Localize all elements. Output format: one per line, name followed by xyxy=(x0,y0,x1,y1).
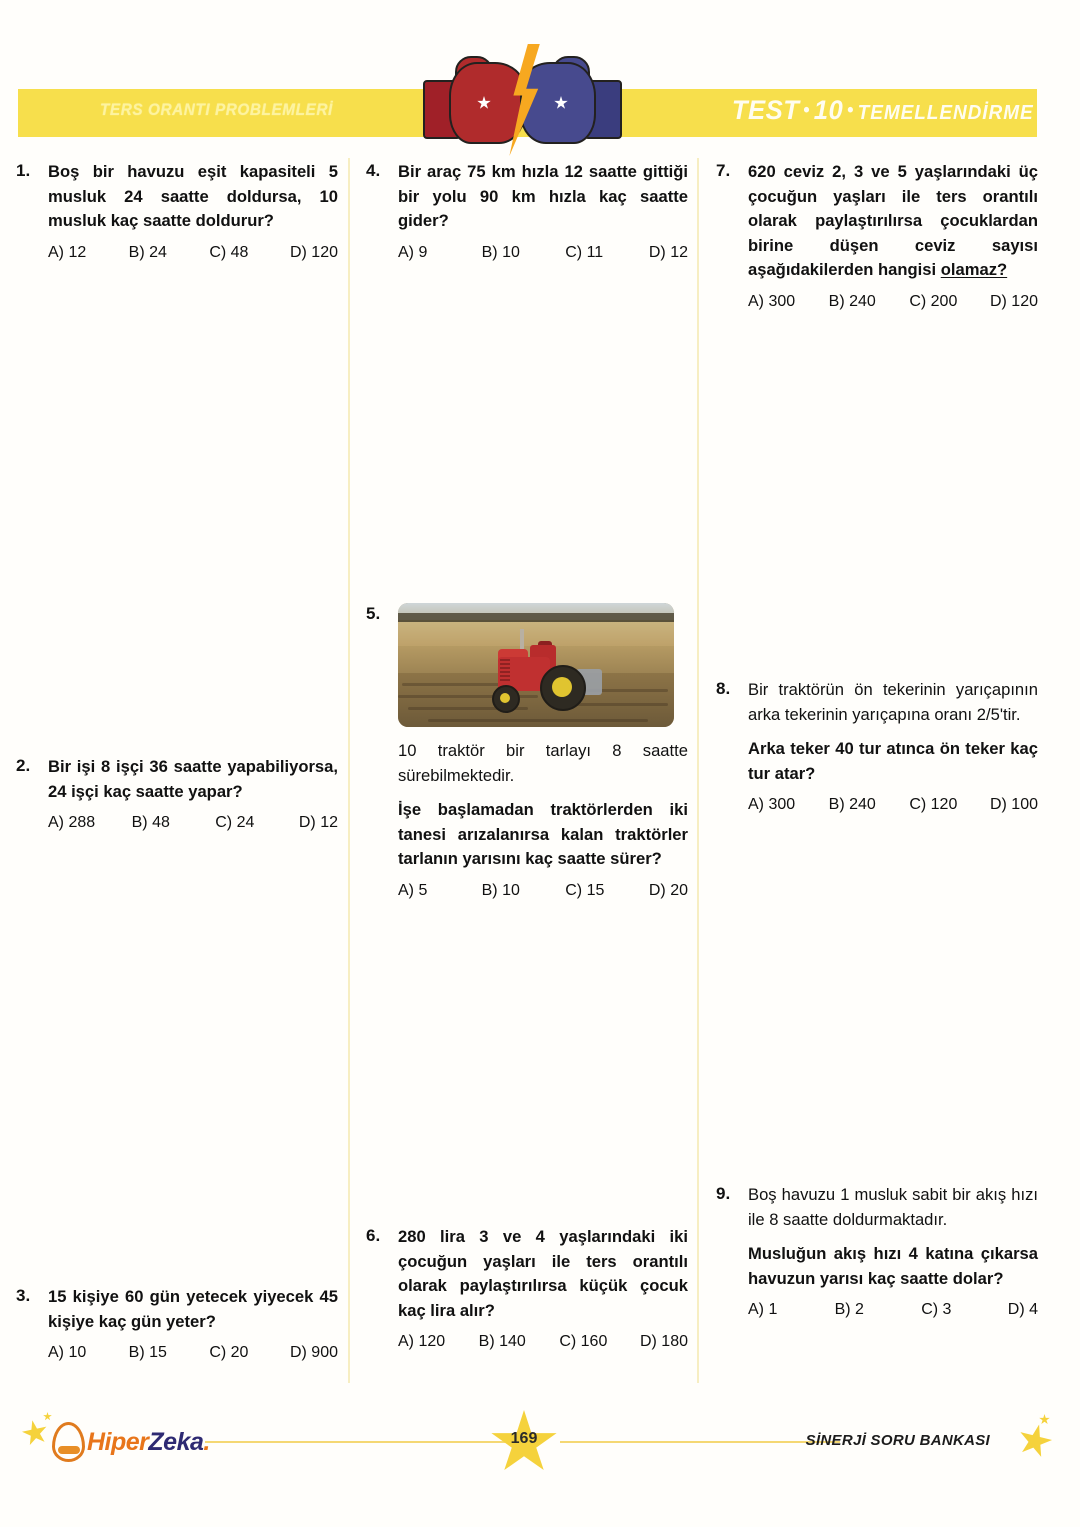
answer-options xyxy=(48,1344,338,1362)
answer-options xyxy=(48,244,338,262)
star-decoration-right-small xyxy=(1039,1414,1050,1425)
question-3 xyxy=(16,1285,338,1362)
question-4 xyxy=(366,160,688,262)
option-c[interactable]: C) 24 xyxy=(215,814,255,832)
option-a[interactable]: A) 300 xyxy=(748,796,796,814)
question-intro-text: Bir traktörün ön tekerinin yarıçapının arka tekerinin yarıçapına oranı 2/5'tir. xyxy=(748,680,1038,724)
answer-options xyxy=(398,244,688,262)
option-c[interactable]: C) 3 xyxy=(921,1301,952,1319)
option-c[interactable]: C) 11 xyxy=(565,243,604,261)
page-number: 169 xyxy=(510,1430,538,1447)
option-c[interactable]: C) 15 xyxy=(565,881,605,899)
answer-options xyxy=(748,1301,1038,1319)
question-number: 7. xyxy=(716,161,731,180)
question-text: Bir araç 75 km hızla 12 saatte gittiği bir yolu 90 km hızla kaç saatte gider? xyxy=(398,162,688,231)
question-number: 2. xyxy=(16,756,31,775)
header-dot-1: • xyxy=(803,100,811,121)
answer-options xyxy=(398,1333,688,1351)
tractor-front-wheel xyxy=(492,685,520,713)
option-d[interactable]: D) 4 xyxy=(1007,1301,1039,1319)
question-2 xyxy=(16,755,338,832)
question-text: Musluğun akış hızı 4 katına çıkarsa havuzun yarısı kaç saatte dolar? xyxy=(748,1244,1038,1288)
question-text: İşe başlamadan traktörlerden iki tanesi arızalanırsa kalan traktörler tarlanın yarısını kaç saatte sürer? xyxy=(398,800,688,869)
question-5 xyxy=(366,603,688,900)
option-d[interactable]: D) 12 xyxy=(648,243,688,261)
tractor-ploughing-image xyxy=(398,603,674,727)
answer-options xyxy=(748,796,1038,814)
question-number: 8. xyxy=(716,679,731,698)
question-6 xyxy=(366,1225,688,1351)
footer-rule-left xyxy=(205,1441,505,1443)
question-text: 15 kişiye 60 gün yetecek yiyecek 45 kişiye kaç gün yeter? xyxy=(48,1287,338,1331)
footer-brand-text: SİNERJİ SORU BANKASI xyxy=(805,1432,990,1449)
question-number: 9. xyxy=(716,1184,731,1203)
question-7 xyxy=(716,160,1038,311)
option-a[interactable]: A) 12 xyxy=(48,243,87,261)
question-1 xyxy=(16,160,338,262)
option-d[interactable]: D) 900 xyxy=(289,1344,338,1362)
column-divider-2 xyxy=(697,158,699,1383)
star-decoration-right xyxy=(1014,1420,1055,1461)
question-text-main: 620 ceviz 2, 3 ve 5 yaşlarındaki üç çocuğun yaşları ile ters orantılı olarak paylaştırılırsa çocuklardan birine düşen ceviz sayısı aşağıdakilerden hangisi xyxy=(748,162,1038,280)
tractor-grille xyxy=(500,659,510,681)
option-c[interactable]: C) 200 xyxy=(909,292,958,310)
question-number: 6. xyxy=(366,1226,381,1245)
option-a[interactable]: A) 288 xyxy=(48,814,96,832)
option-b[interactable]: B) 2 xyxy=(834,1301,864,1319)
option-a[interactable]: A) 10 xyxy=(48,1344,87,1362)
question-number: 5. xyxy=(366,604,381,623)
page-header xyxy=(0,0,1080,150)
answer-options xyxy=(398,882,688,900)
answer-options xyxy=(48,814,338,832)
tractor-exhaust xyxy=(520,629,524,651)
header-test-type: TEMELLENDİRME xyxy=(858,102,1034,124)
tractor-illustration xyxy=(476,639,600,717)
question-text: Boş bir havuzu eşit kapasiteli 5 musluk 24 saatte doldursa, 10 musluk kaç saatte doldurur? xyxy=(48,162,338,231)
option-b[interactable]: B) 240 xyxy=(828,796,876,814)
question-text: 280 lira 3 ve 4 yaşlarındaki iki çocuğun yaşları ile ters orantılı olarak paylaştırılırsa küçük çocuk kaç lira alır? xyxy=(398,1227,688,1320)
star-decoration-left-small xyxy=(43,1412,52,1421)
footer-rule-right xyxy=(560,1441,840,1443)
star-decoration-left xyxy=(20,1418,51,1449)
question-intro-text: Boş havuzu 1 musluk sabit bir akış hızı ile 8 saatte doldurmaktadır. xyxy=(748,1185,1038,1229)
option-d[interactable]: D) 180 xyxy=(639,1333,688,1351)
question-number: 4. xyxy=(366,161,381,180)
option-a[interactable]: A) 120 xyxy=(398,1333,446,1351)
option-c[interactable]: C) 48 xyxy=(209,243,249,261)
question-number: 3. xyxy=(16,1286,31,1305)
option-d[interactable]: D) 12 xyxy=(298,814,338,832)
header-topic-title: TERS ORANTI PROBLEMLERİ xyxy=(100,101,333,119)
question-text: Arka teker 40 tur atınca ön teker kaç tur atar? xyxy=(748,739,1038,783)
option-c[interactable]: C) 20 xyxy=(209,1344,249,1362)
option-a[interactable]: A) 9 xyxy=(398,243,428,261)
page-footer xyxy=(0,1400,1080,1527)
question-9 xyxy=(716,1183,1038,1319)
option-b[interactable]: B) 240 xyxy=(828,292,876,310)
logo-text-hiper: Hiper xyxy=(87,1427,149,1456)
option-d[interactable]: D) 120 xyxy=(989,292,1038,310)
header-dot-2: • xyxy=(847,100,855,121)
logo-egg-icon xyxy=(52,1422,85,1462)
option-c[interactable]: C) 160 xyxy=(559,1333,608,1351)
option-d[interactable]: D) 20 xyxy=(648,881,688,899)
hiperzeka-logo xyxy=(52,1420,210,1464)
tractor-rear-wheel xyxy=(540,665,586,711)
logo-wordmark xyxy=(87,1427,210,1456)
column-divider-1 xyxy=(348,158,350,1383)
option-b[interactable]: B) 24 xyxy=(128,243,167,261)
logo-text-zeka: Zeka xyxy=(148,1427,204,1456)
option-a[interactable]: A) 5 xyxy=(398,881,428,899)
option-b[interactable]: B) 10 xyxy=(481,881,520,899)
option-b[interactable]: B) 10 xyxy=(481,243,520,261)
option-d[interactable]: D) 100 xyxy=(989,796,1038,814)
option-a[interactable]: A) 1 xyxy=(748,1301,778,1319)
option-a[interactable]: A) 300 xyxy=(748,292,796,310)
question-number: 1. xyxy=(16,161,31,180)
header-test-number: 10 xyxy=(814,95,844,125)
header-test-word: TEST xyxy=(732,95,800,125)
question-emphasis: olamaz? xyxy=(940,260,1008,280)
option-b[interactable]: B) 48 xyxy=(131,814,170,832)
option-b[interactable]: B) 140 xyxy=(478,1333,526,1351)
question-text xyxy=(748,160,1038,283)
option-b[interactable]: B) 15 xyxy=(128,1344,167,1362)
question-intro-text: 10 traktör bir tarlayı 8 saatte sürebilmektedir. xyxy=(398,741,688,785)
boxing-gloves-icon xyxy=(415,44,630,156)
question-8 xyxy=(716,678,1038,814)
option-d[interactable]: D) 120 xyxy=(289,243,338,261)
answer-options xyxy=(748,293,1038,311)
option-c[interactable]: C) 120 xyxy=(909,796,958,814)
question-text: Bir işi 8 işçi 36 saatte yapabiliyorsa, 24 işçi kaç saatte yapar? xyxy=(48,757,338,801)
header-test-title xyxy=(732,95,1034,126)
